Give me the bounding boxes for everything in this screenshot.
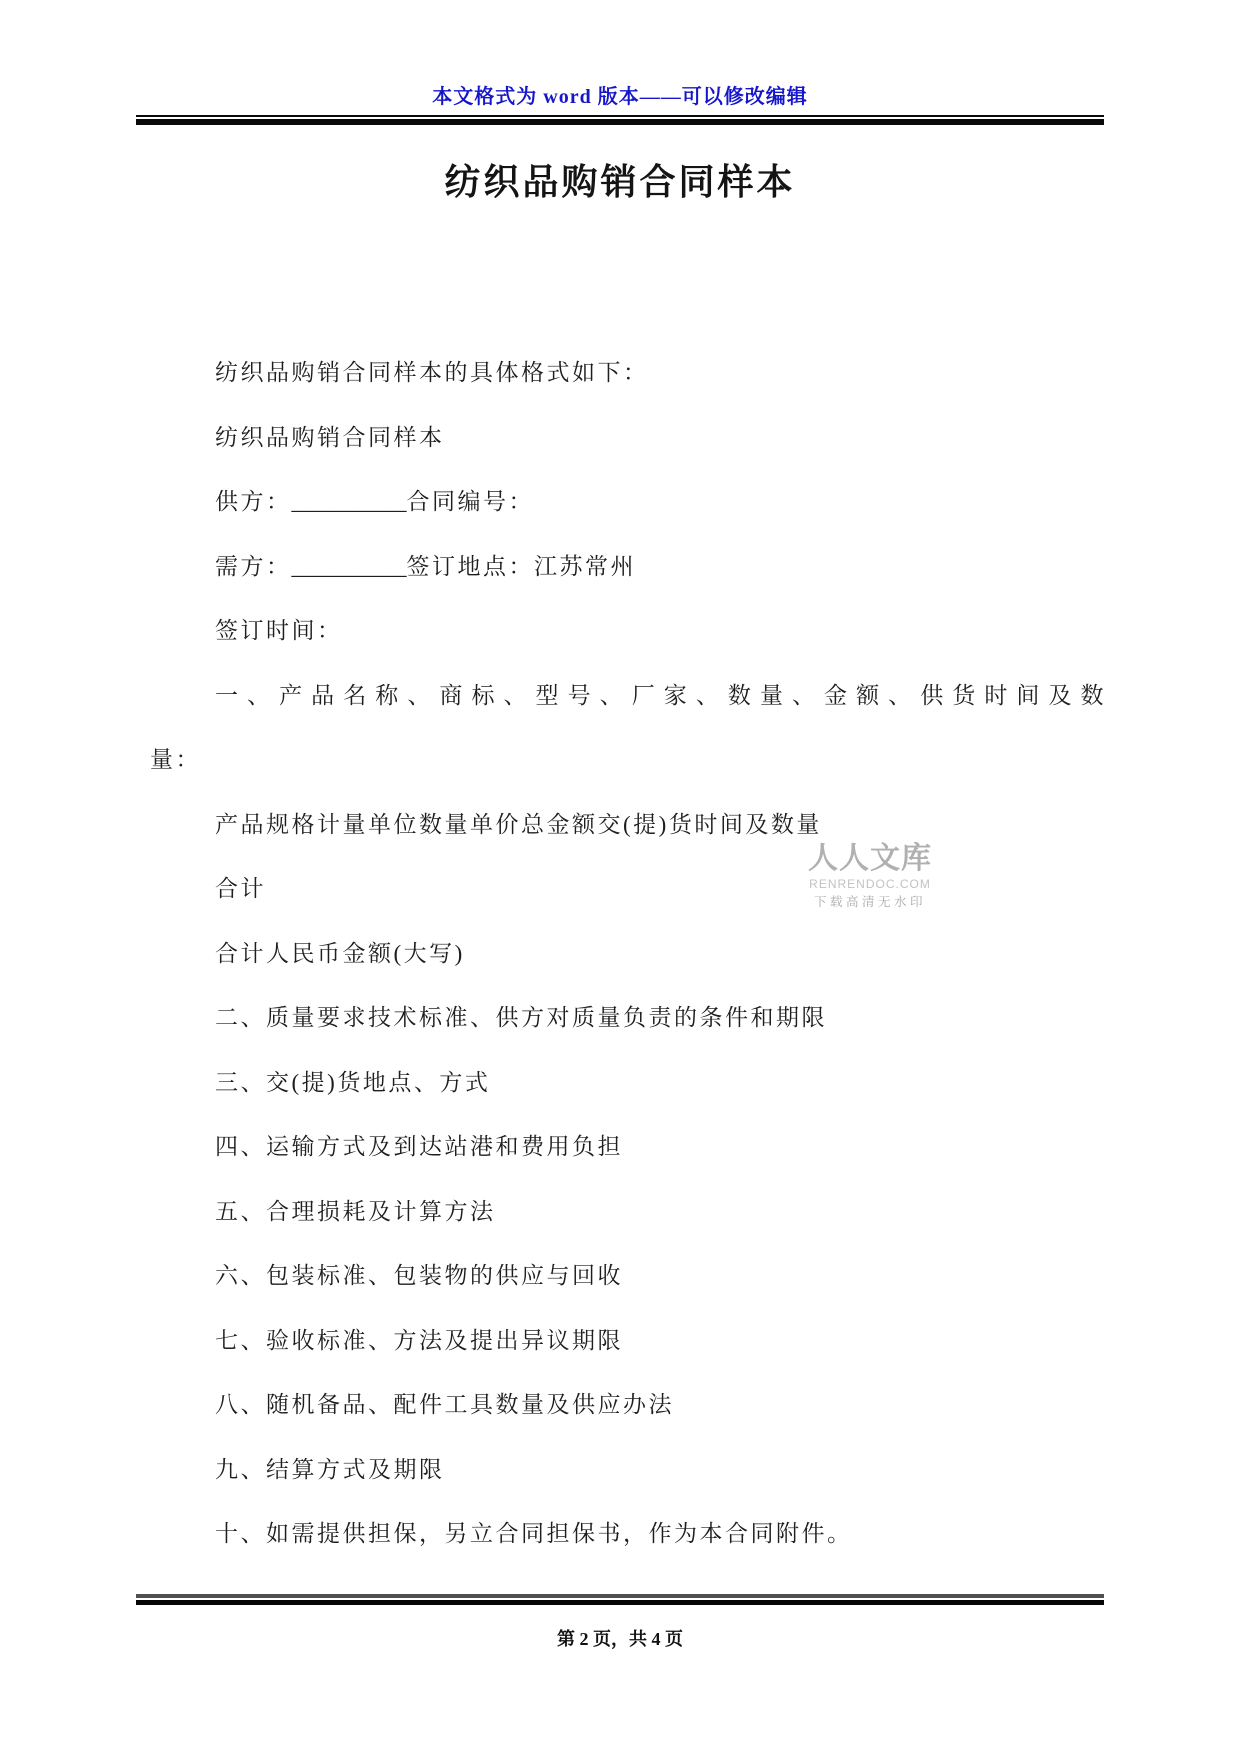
contract-line [150,922,1106,987]
text-segment: 四、运输方式及到达站港和费用负担 [215,1134,623,1159]
contract-line [150,599,1106,664]
contract-line [150,664,1106,729]
blank-underline: __________ [291,553,407,579]
contract-line [150,535,1106,600]
text-segment: 签订地点：江苏常州 [406,553,636,579]
format-notice: 本文格式为 word 版本——可以修改编辑 [432,86,808,108]
contract-line [150,1051,1106,1116]
contract-line [150,1115,1106,1180]
contract-line [150,793,1106,858]
text-segment: 五、合理损耗及计算方法 [215,1198,496,1224]
text-segment: 六、包装标准、包装物的供应与回收 [215,1263,623,1288]
footer-rule-black-line [136,1600,1104,1605]
contract-line [150,1438,1106,1503]
text-segment: 九、结算方式及期限 [215,1456,445,1482]
contract-line [150,728,1106,793]
text-segment: 合计人民币金额(大写) [215,940,465,966]
contract-line [150,857,1106,922]
header-rule [136,115,1104,125]
contract-line [150,341,1106,406]
text-segment: 三、交(提)货地点、方式 [215,1069,491,1095]
contract-line [150,1244,1106,1309]
contract-line [150,1373,1106,1438]
text-segment: 产品规格计量单位数量单价总金额交(提)货时间及数量 [215,811,822,837]
text-segment: 一、产品名称、商标、型号、厂家、数量、金额、供货时间及数 [215,682,1106,708]
watermark-brand: 人人文库 [808,842,932,875]
page-number: 第 2 页，共 4 页 [557,1629,683,1649]
text-segment: 七、验收标准、方法及提出异议期限 [215,1327,623,1353]
blank-underline: __________ [291,489,407,514]
text-segment: 纺织品购销合同样本 [215,424,445,450]
contract-line [150,1180,1106,1245]
watermark-tip: 下载高清无水印 [813,895,926,909]
text-segment: 供方： [215,489,292,514]
text-segment: 需方： [215,553,292,579]
contract-line [150,986,1106,1051]
contract-line [150,470,1106,535]
text-segment: 签订时间： [215,618,343,643]
text-segment: 十、如需提供担保，另立合同担保书，作为本合同附件。 [215,1521,853,1546]
text-segment: 二、质量要求技术标准、供方对质量负责的条件和期限 [215,1005,827,1030]
header-rule-thick-line [136,119,1104,125]
text-segment: 量： [150,747,201,772]
watermark-domain: RENRENDOC.COM [809,877,931,891]
text-segment: 合计 [215,876,266,901]
contract-line [150,406,1106,471]
contract-line [150,1502,1106,1567]
text-segment: 合同编号： [406,489,534,514]
text-segment: 八、随机备品、配件工具数量及供应办法 [215,1392,674,1417]
contract-line [150,1309,1106,1374]
text-segment: 纺织品购销合同样本的具体格式如下： [215,360,649,385]
contract-body [150,341,1106,1567]
page-title: 纺织品购销合同样本 [444,162,796,202]
footer-rule [136,1594,1104,1605]
